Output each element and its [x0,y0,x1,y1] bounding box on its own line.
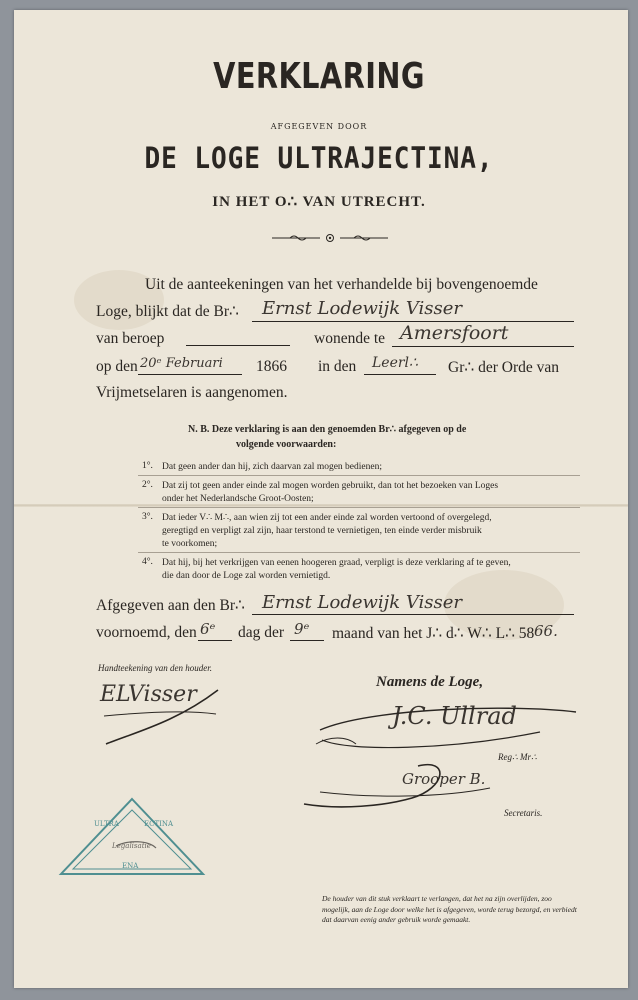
grade-label: in den [318,358,357,375]
issued-name-handwritten: Ernst Lodewijk Visser [262,592,463,613]
secretary-label: Secretaris. [504,808,543,818]
issued-date-mid2: maand van het J∴ d∴ W∴ L∴ 58 [332,625,535,642]
month-handwritten: 9ᵉ [294,620,310,638]
condition-number: 3°. [142,512,153,522]
month-underline [290,640,324,641]
paragraph-line-1: Uit de aanteekeningen van het verhandelde bij bovengenoemde [145,276,538,293]
condition-line: te voorkomen; [162,539,218,549]
condition-divider [138,552,580,553]
condition-line: Dat zij tot geen ander einde zal mogen worden gebruikt, dan tot het bezoeken van Loges [162,481,499,491]
ornament-divider [270,232,390,244]
condition-divider [138,475,580,476]
date-label: op den [96,358,138,375]
lodge-name: DE LOGE ULTRAJECTINA, [144,141,494,175]
residence-label: wonende te [314,330,386,347]
holder-name-handwritten: Ernst Lodewijk Visser [262,298,463,319]
date-underline [138,374,242,375]
date-handwritten: 20ᵉ Februari [140,356,223,371]
condition-divider [138,507,580,508]
secretary-signature-text: Grooper B. [402,770,486,788]
condition-line: Dat geen ander dan hij, zich daarvan zal mogen bedienen; [162,462,382,472]
condition-line: Dat ieder V∴ M∴, aan wien zij tot een ander einde zal worden vertoond of overgelegd, [162,513,492,523]
condition-number: 1°. [142,461,153,471]
day-handwritten: 6ᵉ [200,620,216,638]
city-handwritten: Amersfoort [400,322,509,344]
orient-line: IN HET O∴ VAN UTRECHT. [212,194,426,210]
issued-date-prefix: voornoemd, den [96,624,197,641]
issued-date-mid1: dag der [238,624,285,641]
nb-line-1: N. B. Deze verklaring is aan den genoemden Br∴ afgegeven op de [188,424,467,435]
issued-prefix: Afgegeven aan den Br∴ [96,597,245,614]
paragraph-line-5: Vrijmetselaren is aangenomen. [96,384,288,401]
stamp-text-center: Legalisatie [112,842,151,850]
nb-line-2: volgende voorwaarden: [236,439,337,450]
condition-line: geregtigd en verpligt zal zijn, haar terstond te vernietigen, ten einde verder misbruik [162,526,482,536]
footnote: De houder van dit stuk verklaart te verlangen, dat het na zijn overlijden, zoo mogelijk, aan de Loge door welke het is afgegeven, worde terug bezorgd, en verbiedt dat daarvan eenig ander gebruik worde gemaakt. [322,894,577,924]
year-handwritten: 66. [534,622,558,640]
paragraph-line-2-prefix: Loge, blijkt dat de Br∴ [96,303,239,320]
issued-name-underline [252,614,574,615]
grade-suffix: Gr∴ der Orde van [448,359,559,376]
stamp-text-right: ECTINA [144,820,174,828]
document-title: VERKLARING [213,56,425,97]
grade-handwritten: Leerl∴ [372,355,418,371]
master-label: Reg∴ Mr∴ [498,752,537,762]
condition-number: 4°. [142,557,153,567]
condition-line: die dan door de Loge zal worden vernietigd. [162,571,331,581]
day-underline [198,640,232,641]
stamp-text-bottom: ENA [122,862,139,870]
holder-signature-flourish [96,682,226,752]
profession-blank [186,345,290,346]
condition-number: 2°. [142,480,153,490]
grade-underline [364,374,436,375]
city-underline [392,346,574,347]
master-signature-text: J.C. Ullrad [392,702,517,730]
master-signature-flourish [310,700,580,760]
condition-line: Dat hij, bij het verkrijgen van eenen hoogeren graad, verpligt is deze verklaring af te geven, [162,558,511,568]
stamp-text-left: ULTRA [94,820,119,828]
condition-line: onder het Nederlandsche Groot-Oosten; [162,494,314,504]
year-text: 1866 [256,358,287,375]
holder-signature-text: ELVisser [100,682,197,707]
secretary-signature-flourish [300,758,500,818]
on-behalf-label: Namens de Loge, [376,674,484,690]
holder-signature-label: Handteekening van den houder. [98,663,212,673]
document-subtitle: AFGEGEVEN DOOR [270,122,368,131]
profession-label: van beroep [96,330,165,347]
